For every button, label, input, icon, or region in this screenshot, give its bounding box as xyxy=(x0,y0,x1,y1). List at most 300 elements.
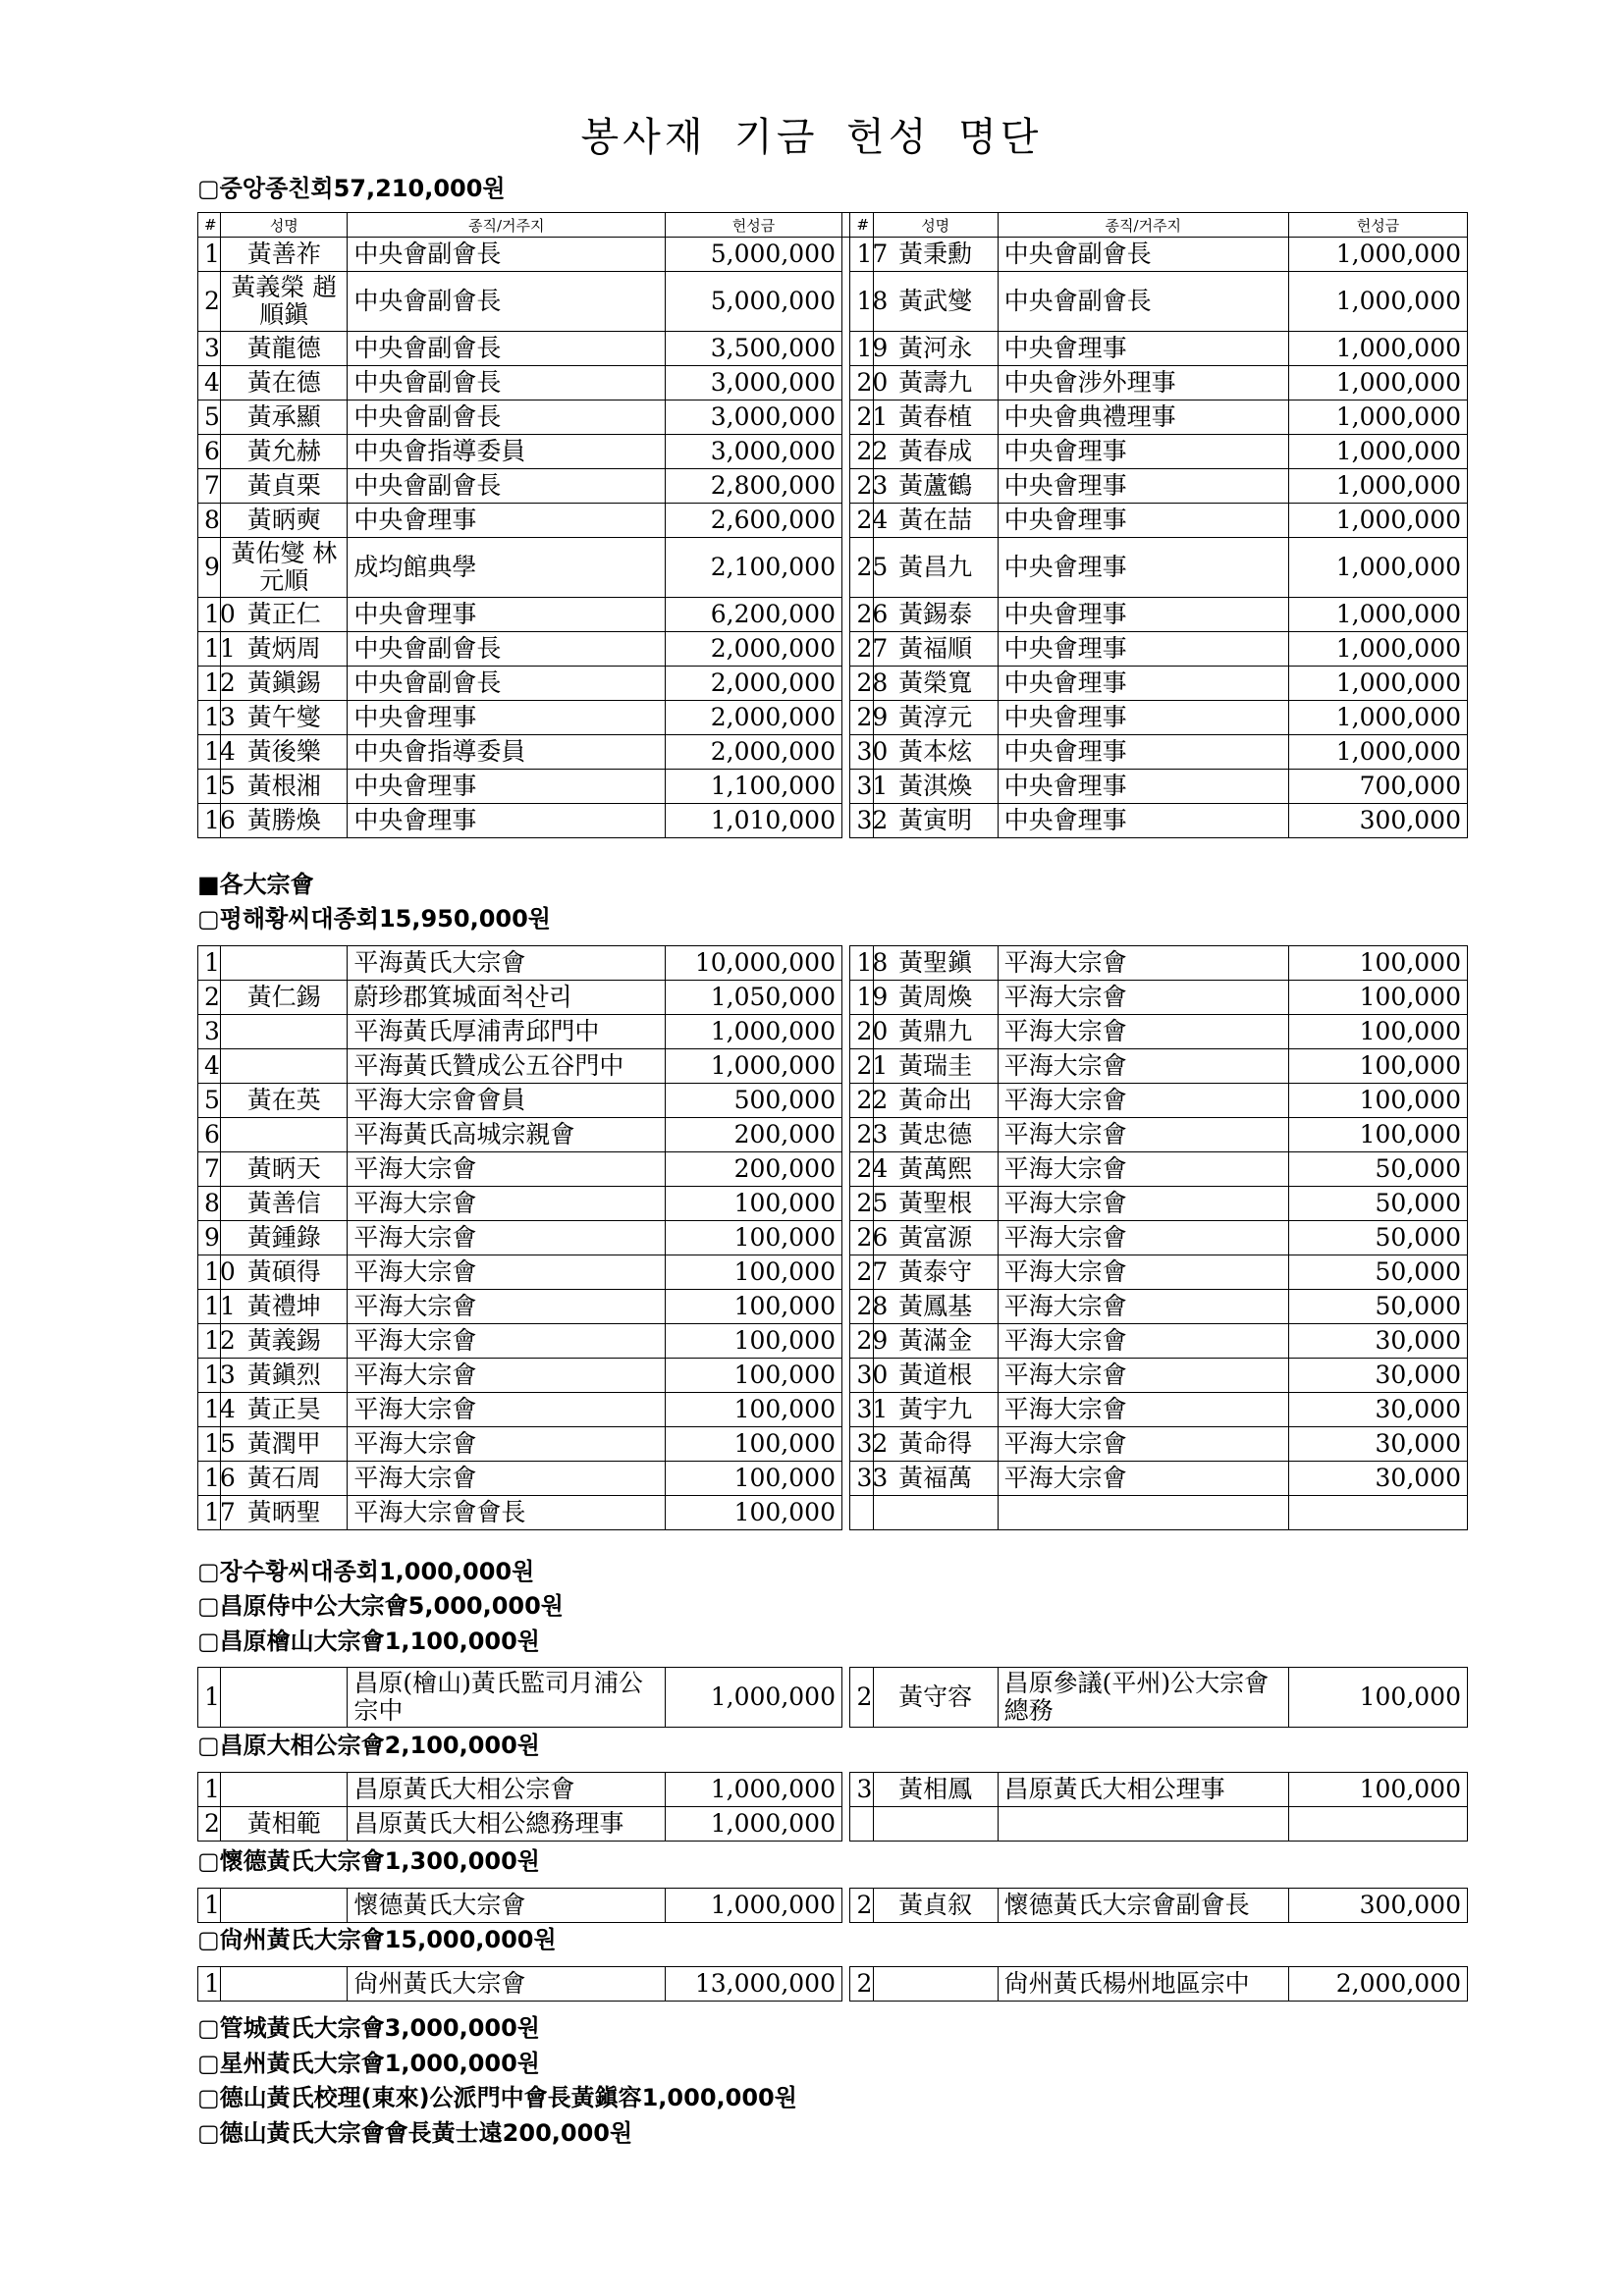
donation-amount: 3,000,000 xyxy=(666,400,842,435)
row-number: 28 xyxy=(850,1290,873,1324)
donor-title: 中央會理事 xyxy=(998,701,1288,735)
row-number: 4 xyxy=(198,1049,221,1084)
column-gap xyxy=(841,435,849,469)
donor-name: 黃淇煥 xyxy=(873,770,998,804)
donor-title: 平海大宗會 xyxy=(998,946,1288,981)
donation-amount: 200,000 xyxy=(666,1118,842,1152)
donor-title: 平海大宗會 xyxy=(998,1324,1288,1359)
donor-name: 黃根湘 xyxy=(221,770,348,804)
donor-title: 中央會副會長 xyxy=(348,667,666,701)
row-number: 21 xyxy=(850,400,873,435)
donor-title: 尙州黃氏楊州地區宗中 xyxy=(998,1967,1288,2002)
column-gap xyxy=(841,538,849,598)
table-row xyxy=(198,1427,1468,1462)
donor-title: 中央會副會長 xyxy=(348,366,666,400)
column-gap xyxy=(841,770,849,804)
donor-name: 黃勝煥 xyxy=(221,804,348,838)
hoedeok-heading: ▢懷德黃氏大宗會1,300,000원 xyxy=(197,1847,540,1875)
column-gap xyxy=(841,1152,849,1187)
row-number: 1 xyxy=(198,238,221,272)
donation-amount: 2,600,000 xyxy=(666,504,842,538)
table-row xyxy=(198,632,1468,667)
donor-name: 黃滿金 xyxy=(873,1324,998,1359)
donor-name: 黃道根 xyxy=(873,1359,998,1393)
donor-title-text: 昌原(檜山)黃氏監司月浦公宗中 xyxy=(353,1669,643,1725)
column-gap xyxy=(841,504,849,538)
donor-title: 平海大宗會 xyxy=(998,1255,1288,1290)
donation-amount: 1,000,000 xyxy=(1288,667,1467,701)
donor-name: 黃鍾錄 xyxy=(221,1221,348,1255)
donation-amount: 1,000,000 xyxy=(1288,272,1467,332)
donor-title: 平海黃氏大宗會 xyxy=(348,946,666,981)
table-row xyxy=(198,1290,1468,1324)
donor-name: 黃錫泰 xyxy=(873,598,998,632)
table-row xyxy=(198,946,1468,981)
row-number: 29 xyxy=(850,1324,873,1359)
donor-title: 中央會理事 xyxy=(998,469,1288,504)
donor-name: 黃貞栗 xyxy=(221,469,348,504)
row-number: 26 xyxy=(850,1221,873,1255)
donor-name xyxy=(873,1967,998,2002)
row-number: 9 xyxy=(198,1221,221,1255)
donation-amount xyxy=(1288,1496,1467,1530)
donor-title: 平海大宗會 xyxy=(348,1427,666,1462)
donation-amount: 30,000 xyxy=(1288,1427,1467,1462)
donor-name xyxy=(221,538,348,598)
row-number: 17 xyxy=(198,1496,221,1530)
donor-title: 中央會副會長 xyxy=(348,272,666,332)
donor-name: 黃在英 xyxy=(221,1084,348,1118)
column-gap xyxy=(841,632,849,667)
donation-amount: 1,000,000 xyxy=(1288,504,1467,538)
donation-amount: 1,000,000 xyxy=(666,1668,842,1728)
donor-name xyxy=(221,1889,348,1923)
row-number: 14 xyxy=(198,1393,221,1427)
row-number: 10 xyxy=(198,1255,221,1290)
donor-title: 中央會理事 xyxy=(348,504,666,538)
row-number: 6 xyxy=(198,435,221,469)
table-row xyxy=(198,1049,1468,1084)
donor-name: 黃命出 xyxy=(873,1084,998,1118)
donation-amount: 100,000 xyxy=(1288,1773,1467,1807)
column-gap xyxy=(841,981,849,1015)
donor-name: 黃河永 xyxy=(873,332,998,366)
donation-amount: 100,000 xyxy=(1288,946,1467,981)
donation-amount: 5,000,000 xyxy=(666,272,842,332)
column-gap xyxy=(841,1668,849,1728)
column-gap xyxy=(841,332,849,366)
donor-title: 平海黃氏贊成公五谷門中 xyxy=(348,1049,666,1084)
row-number: 11 xyxy=(198,632,221,667)
donor-title: 中央會理事 xyxy=(998,598,1288,632)
donation-amount: 5,000,000 xyxy=(666,238,842,272)
row-number: 29 xyxy=(850,701,873,735)
column-gap xyxy=(841,272,849,332)
donor-title xyxy=(998,1496,1288,1530)
table-row xyxy=(198,1889,1468,1923)
donation-amount: 1,000,000 xyxy=(1288,435,1467,469)
donor-name: 黃忠德 xyxy=(873,1118,998,1152)
donor-title xyxy=(998,1807,1288,1842)
donor-name: 黃正仁 xyxy=(221,598,348,632)
donor-name: 黃聖鎭 xyxy=(873,946,998,981)
donor-name-text: 黃武燮 xyxy=(898,287,973,315)
donor-name-text: 黃佑燮 林元順 xyxy=(231,539,338,595)
column-gap xyxy=(841,238,849,272)
row-number: 11 xyxy=(198,1290,221,1324)
row-number: 8 xyxy=(198,1187,221,1221)
row-number: 20 xyxy=(850,1015,873,1049)
row-number: 23 xyxy=(850,469,873,504)
row-number: 1 xyxy=(198,1889,221,1923)
donor-name: 黃義錫 xyxy=(221,1324,348,1359)
row-number: 8 xyxy=(198,504,221,538)
donation-amount: 6,200,000 xyxy=(666,598,842,632)
donor-title: 平海大宗會 xyxy=(998,1427,1288,1462)
donor-title: 中央會理事 xyxy=(348,598,666,632)
donation-amount: 2,000,000 xyxy=(666,632,842,667)
donor-name: 黃石周 xyxy=(221,1462,348,1496)
donor-name-text: 黃守容 xyxy=(898,1682,973,1711)
donation-amount: 2,000,000 xyxy=(666,701,842,735)
row-number: 31 xyxy=(850,770,873,804)
donation-amount: 100,000 xyxy=(666,1462,842,1496)
column-gap xyxy=(841,1807,849,1842)
donation-amount: 1,000,000 xyxy=(1288,598,1467,632)
row-number: 5 xyxy=(198,400,221,435)
column-gap xyxy=(841,400,849,435)
column-gap xyxy=(841,1255,849,1290)
row-number: 18 xyxy=(850,272,873,332)
donor-name: 黃蘆鶴 xyxy=(873,469,998,504)
donor-title: 中央會理事 xyxy=(998,332,1288,366)
table-row xyxy=(198,538,1468,598)
donor-title: 平海大宗會 xyxy=(998,1290,1288,1324)
row-number: 23 xyxy=(850,1118,873,1152)
hoedeok-donor-table xyxy=(197,1888,1468,1923)
column-gap xyxy=(841,804,849,838)
donor-name: 黃善祚 xyxy=(221,238,348,272)
donation-amount: 100,000 xyxy=(666,1255,842,1290)
table-row xyxy=(198,272,1468,332)
donor-name-text: 黃昌九 xyxy=(898,553,973,581)
table-row xyxy=(198,1462,1468,1496)
table-row xyxy=(198,770,1468,804)
column-header: 헌성금 xyxy=(666,213,842,238)
donor-name: 黃鎭錫 xyxy=(221,667,348,701)
table-row xyxy=(198,469,1468,504)
row-number: 15 xyxy=(198,770,221,804)
donation-amount: 1,000,000 xyxy=(666,1773,842,1807)
donation-amount: 1,000,000 xyxy=(1288,538,1467,598)
row-number: 9 xyxy=(198,538,221,598)
table-row xyxy=(198,1773,1468,1807)
donor-title: 中央會典禮理事 xyxy=(998,400,1288,435)
sangju-donor-table xyxy=(197,1966,1468,2002)
column-gap xyxy=(841,1393,849,1427)
donation-amount: 3,000,000 xyxy=(666,435,842,469)
column-header: 성명 xyxy=(221,213,348,238)
donor-title: 平海大宗會 xyxy=(348,1152,666,1187)
column-header: 성명 xyxy=(873,213,998,238)
donor-name: 黃碩得 xyxy=(221,1255,348,1290)
donation-amount: 30,000 xyxy=(1288,1359,1467,1393)
donor-name xyxy=(221,1049,348,1084)
donor-name: 黃萬熙 xyxy=(873,1152,998,1187)
row-number: 1 xyxy=(198,1967,221,2002)
gwanseong-heading: ▢管城黃氏大宗會3,000,000원 xyxy=(197,2014,540,2042)
donor-name-text: 黃義榮 趙順鎭 xyxy=(231,273,338,329)
column-gap xyxy=(841,366,849,400)
donor-title: 平海大宗會會長 xyxy=(348,1496,666,1530)
donation-amount: 1,000,000 xyxy=(666,1889,842,1923)
row-number: 22 xyxy=(850,1084,873,1118)
column-header: 종직/거주지 xyxy=(998,213,1288,238)
column-gap xyxy=(841,1015,849,1049)
donor-name: 黃後樂 xyxy=(221,735,348,770)
column-gap xyxy=(841,946,849,981)
row-number: 6 xyxy=(198,1118,221,1152)
donor-title: 平海大宗會 xyxy=(998,1221,1288,1255)
donation-amount: 100,000 xyxy=(666,1427,842,1462)
donor-name xyxy=(873,1496,998,1530)
donation-amount: 500,000 xyxy=(666,1084,842,1118)
row-number: 27 xyxy=(850,1255,873,1290)
hoesan-heading: ▢昌原檜山大宗會1,100,000원 xyxy=(197,1628,540,1655)
donation-amount: 50,000 xyxy=(1288,1221,1467,1255)
donation-amount: 30,000 xyxy=(1288,1393,1467,1427)
row-number xyxy=(850,1496,873,1530)
deoksan-daejong-heading: ▢德山黃氏大宗會會長黃士遠200,000원 xyxy=(197,2119,633,2147)
column-gap xyxy=(841,1187,849,1221)
donation-amount: 30,000 xyxy=(1288,1462,1467,1496)
donor-title: 蔚珍郡箕城面척산리 xyxy=(348,981,666,1015)
donation-amount: 50,000 xyxy=(1288,1152,1467,1187)
table-row xyxy=(198,435,1468,469)
row-number: 28 xyxy=(850,667,873,701)
row-number: 3 xyxy=(198,1015,221,1049)
donor-title: 平海大宗會 xyxy=(348,1324,666,1359)
donor-name: 黃在德 xyxy=(221,366,348,400)
table-row xyxy=(198,598,1468,632)
donor-name: 黃昞聖 xyxy=(221,1496,348,1530)
donor-title: 中央會理事 xyxy=(998,804,1288,838)
donation-amount: 1,000,000 xyxy=(1288,701,1467,735)
donor-title: 中央會副會長 xyxy=(348,332,666,366)
donor-name: 黃仁錫 xyxy=(221,981,348,1015)
donation-amount: 2,000,000 xyxy=(666,667,842,701)
donor-title: 平海大宗會 xyxy=(348,1221,666,1255)
table-row xyxy=(198,504,1468,538)
table-row xyxy=(198,1359,1468,1393)
table-row xyxy=(198,701,1468,735)
row-number: 7 xyxy=(198,1152,221,1187)
donation-amount: 1,000,000 xyxy=(1288,632,1467,667)
donor-name: 黃相範 xyxy=(221,1807,348,1842)
donation-amount: 700,000 xyxy=(1288,770,1467,804)
donor-name: 黃禮坤 xyxy=(221,1290,348,1324)
donor-name: 黃承顯 xyxy=(221,400,348,435)
donation-amount: 200,000 xyxy=(666,1152,842,1187)
donor-name: 黃命得 xyxy=(873,1427,998,1462)
row-number: 15 xyxy=(198,1427,221,1462)
table-row xyxy=(198,1668,1468,1728)
donor-name xyxy=(221,1773,348,1807)
donor-title: 中央會理事 xyxy=(998,632,1288,667)
row-number: 26 xyxy=(850,598,873,632)
donor-name: 黃炳周 xyxy=(221,632,348,667)
table-row xyxy=(198,1015,1468,1049)
donor-title: 中央會理事 xyxy=(998,538,1288,598)
donor-title: 平海大宗會 xyxy=(998,1359,1288,1393)
row-number: 1 xyxy=(198,1773,221,1807)
row-number: 24 xyxy=(850,504,873,538)
donor-title: 中央會理事 xyxy=(998,504,1288,538)
column-gap xyxy=(841,735,849,770)
column-gap xyxy=(841,701,849,735)
table-row xyxy=(198,667,1468,701)
central-heading: ▢중앙종친회57,210,000원 xyxy=(197,175,506,202)
row-number: 16 xyxy=(198,1462,221,1496)
central-donor-table xyxy=(197,212,1468,838)
donation-amount: 100,000 xyxy=(1288,1668,1467,1728)
table-row xyxy=(198,1967,1468,2002)
donation-amount: 50,000 xyxy=(1288,1290,1467,1324)
donor-title: 中央會理事 xyxy=(998,770,1288,804)
row-number: 25 xyxy=(850,538,873,598)
donor-title: 平海大宗會 xyxy=(348,1462,666,1496)
donor-title: 中央會理事 xyxy=(348,770,666,804)
donor-name xyxy=(873,538,998,598)
column-gap xyxy=(841,1427,849,1462)
column-gap xyxy=(841,1462,849,1496)
row-number: 5 xyxy=(198,1084,221,1118)
donation-amount: 100,000 xyxy=(666,1290,842,1324)
row-number: 2 xyxy=(850,1967,873,2002)
row-number: 2 xyxy=(198,981,221,1015)
donation-amount: 1,010,000 xyxy=(666,804,842,838)
donor-name xyxy=(221,272,348,332)
donor-name: 黃本炫 xyxy=(873,735,998,770)
donor-title: 成均館典學 xyxy=(348,538,666,598)
donation-amount: 100,000 xyxy=(1288,981,1467,1015)
donor-title: 平海黃氏高城宗親會 xyxy=(348,1118,666,1152)
row-number: 2 xyxy=(850,1889,873,1923)
table-row xyxy=(198,1496,1468,1530)
table-row xyxy=(198,1118,1468,1152)
row-number: 3 xyxy=(198,332,221,366)
donor-title: 平海黃氏厚浦靑邱門中 xyxy=(348,1015,666,1049)
table-row xyxy=(198,981,1468,1015)
donor-title: 中央會理事 xyxy=(348,804,666,838)
table-header-row xyxy=(198,213,1468,238)
donor-title: 平海大宗會 xyxy=(998,1393,1288,1427)
donation-amount: 1,000,000 xyxy=(666,1015,842,1049)
donor-name: 黃潤甲 xyxy=(221,1427,348,1462)
row-number: 12 xyxy=(198,1324,221,1359)
donor-name: 黃秉勳 xyxy=(873,238,998,272)
donor-name: 黃正昊 xyxy=(221,1393,348,1427)
donor-name: 黃寅明 xyxy=(873,804,998,838)
column-header: 헌성금 xyxy=(1288,213,1467,238)
row-number: 2 xyxy=(198,272,221,332)
donation-amount: 1,000,000 xyxy=(1288,238,1467,272)
row-number: 4 xyxy=(198,366,221,400)
donor-title: 中央會副會長 xyxy=(348,400,666,435)
donation-amount: 100,000 xyxy=(666,1221,842,1255)
donor-title: 平海大宗會 xyxy=(348,1187,666,1221)
donor-title: 中央會涉外理事 xyxy=(998,366,1288,400)
donor-title: 尙州黃氏大宗會 xyxy=(348,1967,666,2002)
donor-name: 黃昞奭 xyxy=(221,504,348,538)
donor-name: 黃春成 xyxy=(873,435,998,469)
row-number: 1 xyxy=(198,946,221,981)
jangsu-heading: ▢장수황씨대종회1,000,000원 xyxy=(197,1558,535,1585)
donor-name: 黃春植 xyxy=(873,400,998,435)
donor-title: 平海大宗會 xyxy=(998,1049,1288,1084)
donation-amount: 50,000 xyxy=(1288,1255,1467,1290)
row-number: 19 xyxy=(850,981,873,1015)
donor-title: 昌原黃氏大相公理事 xyxy=(998,1773,1288,1807)
column-gap xyxy=(841,1290,849,1324)
donation-amount: 100,000 xyxy=(666,1393,842,1427)
donor-name: 黃在喆 xyxy=(873,504,998,538)
row-number: 13 xyxy=(198,1359,221,1393)
row-number: 30 xyxy=(850,735,873,770)
donor-name: 黃鳳基 xyxy=(873,1290,998,1324)
row-number: 32 xyxy=(850,1427,873,1462)
section-label: ■各大宗會 xyxy=(197,871,314,898)
table-row xyxy=(198,1221,1468,1255)
row-number: 25 xyxy=(850,1187,873,1221)
row-number xyxy=(850,1807,873,1842)
donor-name xyxy=(873,1668,998,1728)
donation-amount: 100,000 xyxy=(666,1324,842,1359)
donor-title: 平海大宗會 xyxy=(348,1255,666,1290)
table-row xyxy=(198,332,1468,366)
table-row xyxy=(198,1324,1468,1359)
donor-title: 中央會理事 xyxy=(348,701,666,735)
donor-title: 平海大宗會 xyxy=(998,1187,1288,1221)
row-number: 31 xyxy=(850,1393,873,1427)
donor-name: 黃允赫 xyxy=(221,435,348,469)
donor-name xyxy=(873,272,998,332)
column-gap xyxy=(841,1324,849,1359)
donor-name: 黃淳元 xyxy=(873,701,998,735)
table-row xyxy=(198,1152,1468,1187)
donor-title: 昌原黃氏大相公宗會 xyxy=(348,1773,666,1807)
donor-name: 黃宇九 xyxy=(873,1393,998,1427)
table-row xyxy=(198,804,1468,838)
row-number: 13 xyxy=(198,701,221,735)
row-number: 2 xyxy=(850,1668,873,1728)
row-number: 3 xyxy=(850,1773,873,1807)
donor-title xyxy=(998,1668,1288,1728)
column-gap xyxy=(841,1889,849,1923)
donor-title: 中央會副會長 xyxy=(348,469,666,504)
column-gap xyxy=(841,1049,849,1084)
column-gap xyxy=(841,469,849,504)
donor-title: 平海大宗會 xyxy=(998,981,1288,1015)
donor-title-text: 昌原參議(平州)公大宗會總務 xyxy=(1003,1669,1270,1725)
donor-title: 懷德黃氏大宗會副會長 xyxy=(998,1889,1288,1923)
donation-amount: 100,000 xyxy=(1288,1084,1467,1118)
donation-amount: 3,500,000 xyxy=(666,332,842,366)
donor-name xyxy=(221,1967,348,2002)
donor-title: 中央會指導委員 xyxy=(348,735,666,770)
donation-amount: 100,000 xyxy=(666,1187,842,1221)
table-row xyxy=(198,1187,1468,1221)
